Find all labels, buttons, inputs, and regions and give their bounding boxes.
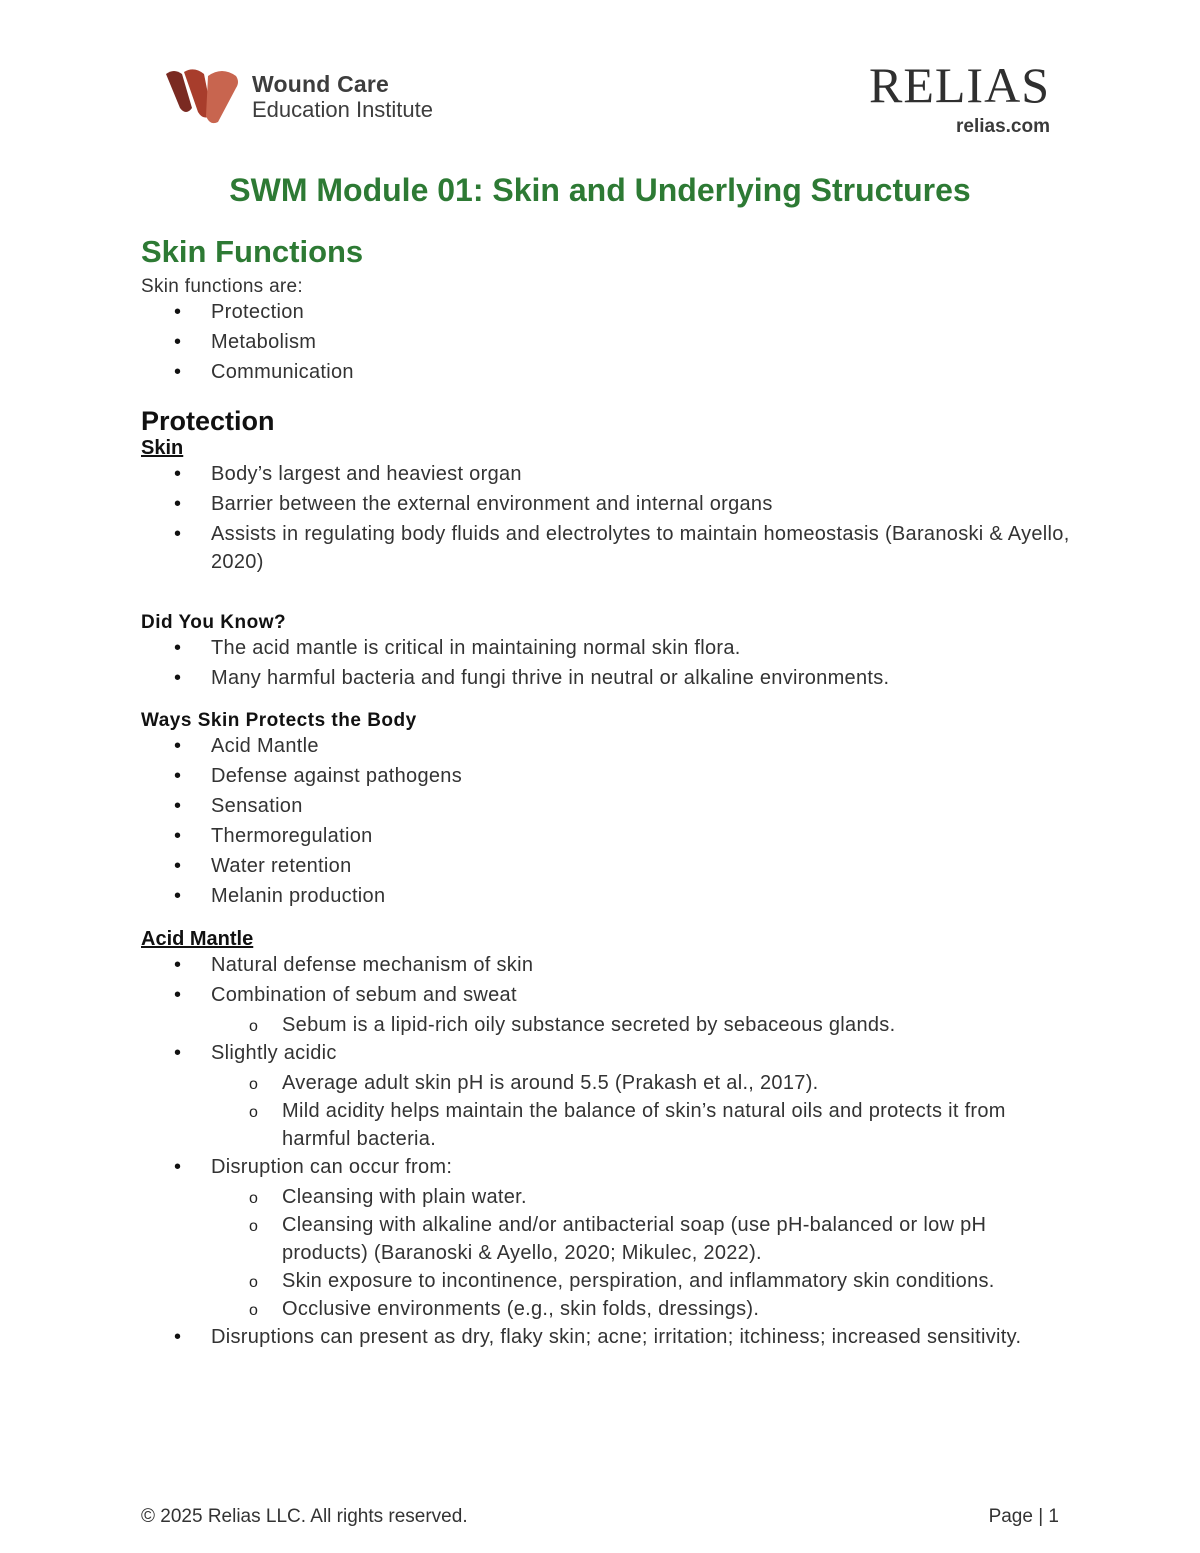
relias-wordmark: RELIAS <box>869 57 1050 113</box>
skin-functions-heading: Skin Functions <box>141 234 364 269</box>
list-item: • Body’s largest and heaviest organ <box>141 460 1071 488</box>
list-item: • Slightly acidic <box>141 1039 1071 1067</box>
list-item: • Melanin production <box>141 882 1071 910</box>
list-item: • Metabolism <box>141 328 1071 356</box>
footer-copyright: © 2025 Relias LLC. All rights reserved. <box>141 1506 468 1527</box>
skin-functions-list <box>141 298 1071 386</box>
skin-list <box>141 460 1071 576</box>
list-item: • Defense against pathogens <box>141 762 1071 790</box>
wound-care-logo-mark-icon <box>162 68 242 126</box>
logo-line-1: Wound Care <box>252 71 390 97</box>
relias-logo <box>869 57 1050 138</box>
sub-list-item: o Sebum is a lipid-rich oily substance secreted by sebaceous glands. <box>141 1011 1071 1039</box>
list-item: • Water retention <box>141 852 1071 880</box>
list-item: • Protection <box>141 298 1071 326</box>
acid-mantle-heading: Acid Mantle <box>141 928 254 950</box>
acid-mantle-list <box>141 951 1071 1351</box>
sub-list-item: o Skin exposure to incontinence, perspiration, and inflammatory skin conditions. <box>141 1267 1071 1295</box>
list-item: • Acid Mantle <box>141 732 1071 760</box>
list-item: • Assists in regulating body fluids and electrolytes to maintain homeostasis (Baranoski & Ayello, 2020) <box>141 520 1071 576</box>
relias-url: relias.com <box>956 116 1050 137</box>
ways-heading: Ways Skin Protects the Body <box>141 710 417 731</box>
list-item: • Combination of sebum and sweat <box>141 981 1071 1009</box>
logo-line-2: Education Institute <box>252 97 434 122</box>
list-item: • Communication <box>141 358 1071 386</box>
sub-list-item: o Cleansing with alkaline and/or antibacterial soap (use pH-balanced or low pH products) (Baranoski & Ayello, 2020; Mikulec, 2022). <box>141 1211 1071 1267</box>
list-item: • Disruption can occur from: <box>141 1153 1071 1181</box>
list-item: • Many harmful bacteria and fungi thrive in neutral or alkaline environments. <box>141 664 1071 692</box>
protection-heading: Protection <box>141 406 275 436</box>
did-you-know-heading: Did You Know? <box>141 612 287 633</box>
sub-list-item: o Mild acidity helps maintain the balance of skin’s natural oils and protects it from harmful bacteria. <box>141 1097 1071 1153</box>
list-item: • Disruptions can present as dry, flaky skin; acne; irritation; itchiness; increased sensitivity. <box>141 1323 1071 1351</box>
list-item: • Barrier between the external environment and internal organs <box>141 490 1071 518</box>
skin-subheading: Skin <box>141 437 184 459</box>
did-you-know-list <box>141 634 1071 692</box>
ways-list <box>141 732 1071 910</box>
document-body <box>141 234 1071 1353</box>
wound-care-logo <box>162 68 433 126</box>
list-item: • Sensation <box>141 792 1071 820</box>
footer-page-number: Page | 1 <box>988 1506 1059 1527</box>
list-item: • The acid mantle is critical in maintaining normal skin flora. <box>141 634 1071 662</box>
sub-list-item: o Average adult skin pH is around 5.5 (Prakash et al., 2017). <box>141 1069 1071 1097</box>
list-item: • Thermoregulation <box>141 822 1071 850</box>
sub-list-item: o Cleansing with plain water. <box>141 1183 1071 1211</box>
sub-list-item: o Occlusive environments (e.g., skin folds, dressings). <box>141 1295 1071 1323</box>
document-title: SWM Module 01: Skin and Underlying Structures <box>229 172 971 208</box>
skin-functions-intro: Skin functions are: <box>141 276 304 297</box>
list-item: • Natural defense mechanism of skin <box>141 951 1071 979</box>
